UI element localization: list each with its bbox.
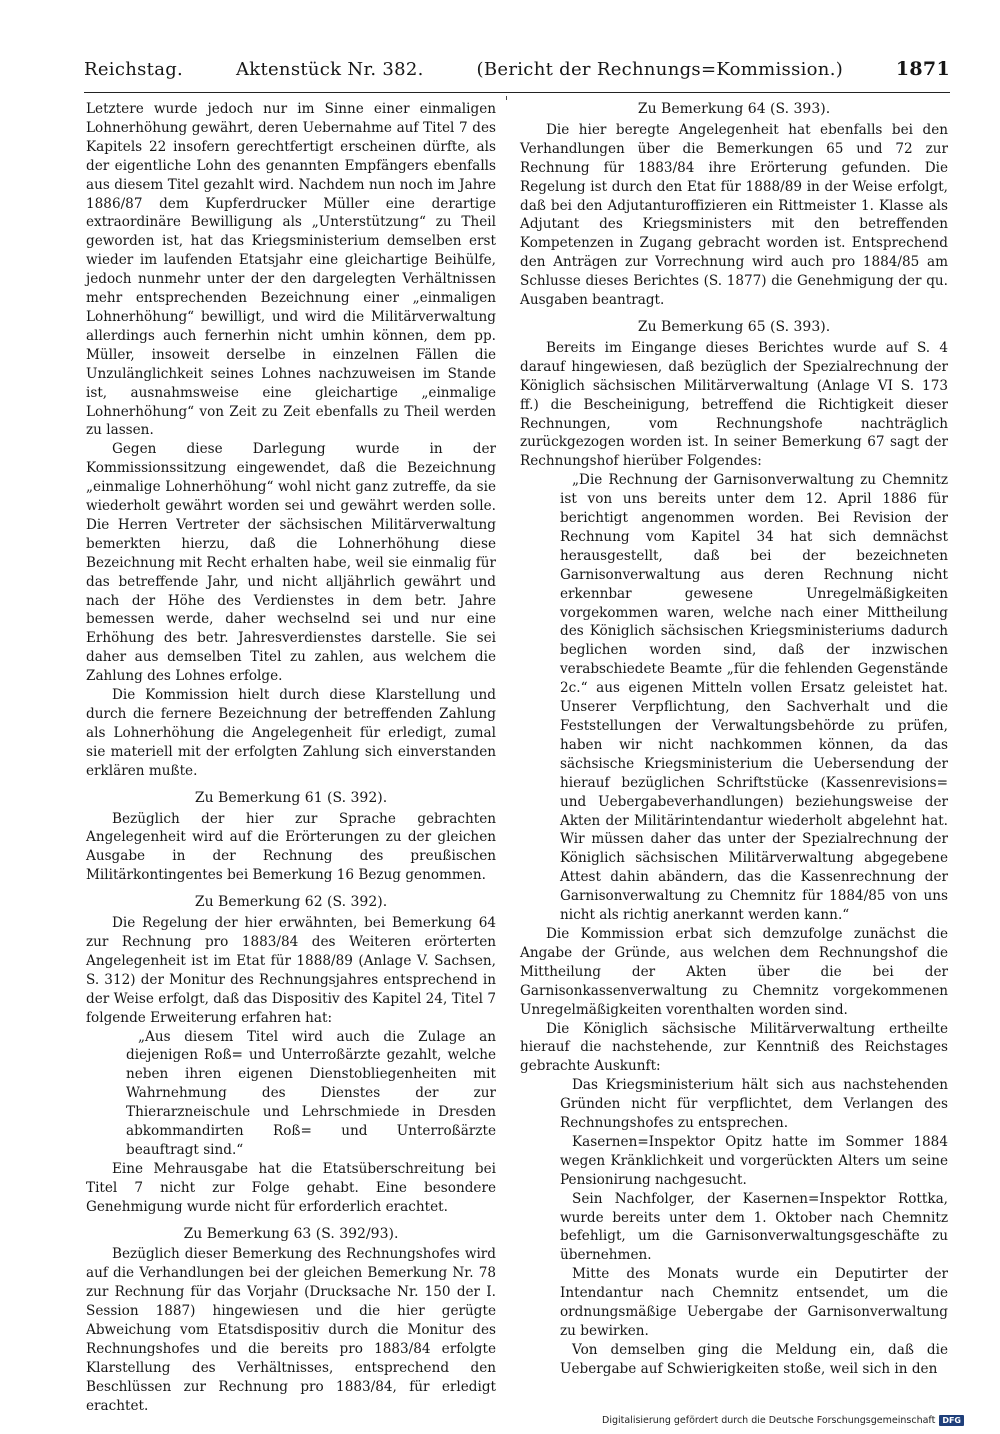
footer-text: Digitalisierung gefördert durch die Deutsche Forschungsgemeinschaft [602,1414,936,1426]
header-rule [84,92,950,93]
header-left: Reichstag. [84,59,184,80]
paragraph: Gegen diese Darlegung wurde in der Kommissionssitzung eingewendet, daß die Bezeichnung „einmalige Lohnerhöhung“ wohl nicht ganz zutreffe, da sie wiederholt gewährt worden sei und gewährt werden solle. Die Herren Vertreter der sächsischen Militärverwaltung bemerkten hierzu, daß die Lohnerhöhung diese Bezeichnung mit Recht erhalten habe, weil sie einmalig für das betreffende Jahr, und nicht alljährlich gewährt und nach der Höhe des Verdienstes in dem betr. Jahre bemessen werde, daher wechselnd sei und nur eine Erhöhung des betr. Jahresverdienstes darstelle. Sie sei daher aus demselben Titel zu zahlen, aus welchem die Zahlung des Lohnes erfolge. [86,441,496,685]
page-header [84,58,950,90]
paragraph: Die Kommission erbat sich demzufolge zunächst die Angabe der Gründe, aus welchen dem Rechnungshof die Mittheilung der Akten über die bei der Garnisonkassenverwaltung zu Chemnitz vorgekommenen Unregelmäßigkeiten vorenthalten worden sind. [520,925,948,1018]
right-column [520,100,948,1379]
paragraph: Letztere wurde jedoch nur im Sinne einer einmaligen Lohnerhöhung gewährt, deren Uebernahme auf Titel 7 des Kapitels 22 insofern gerechtfertigt erscheinen dürfte, als der eigentliche Lohn des genannten Empfängers ebenfalls aus diesem Titel gezahlt wird. Nachdem nun noch im Jahre 1886/87 dem Kupferdrucker Müller eine derartige extraordinäre Bewilligung als „Unterstützung“ zu Theil geworden ist, hat das Kriegsministerium demselben erst wieder im laufenden Etatsjahr eine gleichartige Beihülfe, jedoch nunmehr unter der den dargelegten Verhältnissen mehr entsprechenden Bezeichnung einer „einmaligen Lohnerhöhung“ bewilligt, und wird die Militärverwaltung allerdings auch fernerhin nicht umhin können, dem pp. Müller, insoweit derselbe in einzelnen Fällen die Unzulänglichkeit seines Lohnes nachzuweisen im Stande ist, ausnahmsweise eine gleichartige „einmalige Lohnerhöhung“ von Zeit zu Zeit ebenfalls zu Theil werden zu lassen. [86,101,496,439]
block-quote: Mitte des Monats wurde ein Deputirter der Intendantur nach Chemnitz entsendet, um die ordnungsmäßige Uebergabe der Garnisonverwaltung zu bewirken. [560,1266,948,1339]
paragraph: Bezüglich der hier zur Sprache gebrachten Angelegenheit wird auf die Erörterungen zu der gleichen Ausgabe in der Rechnung des preußischen Militärkontingentes bei Bemerkung 16 Bezug genommen. [86,810,496,884]
section-heading-64: Zu Bemerkung 64 (S. 393). [637,101,831,117]
block-quote: „Die Rechnung der Garnisonverwaltung zu Chemnitz ist von uns bereits unter dem 12. April 1886 für berichtigt angenommen worden. Bei Revision der Rechnung vom Kapitel 34 hat sich demnächst herausgestellt, daß bei der bezeichneten Garnisonverwaltung aus deren Rechnung nicht erkennbar gewesene Unregelmäßigkeiten vorgekommen waren, welche nach einer Mittheilung des Königlich sächsischen Kriegsministeriums dadurch beglichen worden sind, daß der inzwischen verabschiedete Beamte „für die fehlenden Gegenstände 2c.“ aus eigenen Mitteln vollen Ersatz geleistet hat. Unserer Verpflichtung, den Sachverhalt und die Feststellungen der Verwaltungsbehörde zu prüfen, haben wir nicht nachkommen können, da das sächsische Kriegsministerium die Uebersendung der hierauf bezüglichen Schriftstücke (Kassenrevisions= und Uebergabeverhandlungen) beziehungsweise der Akten der Militärintendantur wiederholt abgelehnt hat. Wir müssen daher das unter der Spezialrechnung der Königlich sächsischen Militärverwaltung abgegebene Attest dahin abändern, das die Kassenrechnung der Garnisonverwaltung zu Chemnitz für 1884/85 von uns nicht als richtig anerkannt werden kann.“ [560,472,948,924]
paragraph: Bereits im Eingange dieses Berichtes wurde auf S. 4 darauf hingewiesen, daß bezüglich der Spezialrechnung der Königlich sächsischen Militärverwaltung (Anlage VI S. 173 ff.) die Bescheinigung, betreffend die Richtigkeit dieser Rechnungen, vom Rechnungshofe nachträglich zurückgezogen worden ist. In seiner Bemerkung 67 sagt der Rechnungshof hierüber Folgendes: [520,339,948,470]
section-heading-62: Zu Bemerkung 62 (S. 392). [194,894,388,911]
block-quote: Sein Nachfolger, der Kasernen=Inspektor Rottka, wurde bereits unter dem 1. Oktober nach Chemnitz befehligt, um die Garnisonverwaltungsgeschäfte zu übernehmen. [560,1190,948,1264]
left-column [86,100,496,1416]
paragraph: Bezüglich dieser Bemerkung des Rechnungshofes wird auf die Verhandlungen bei der gleichen Bemerkung Nr. 78 zur Rechnung für das Vorjahr (Drucksache Nr. 150 der I. Session 1887) hingewiesen und die hier gerügte Abweichung vom Etatsdispositiv durch die Monitur des Rechnungshofes und die bereits pro 1883/84 erfolgte Klarstellung des Verhältnisses, entsprechend den Beschlüssen zur Rechnung pro 1883/84, für erledigt erachtet. [86,1246,496,1414]
column-divider [506,96,507,100]
section-heading-63: Zu Bemerkung 63 (S. 392/93). [183,1225,399,1242]
block-quote: „Aus diesem Titel wird auch die Zulage an diejenigen Roß= und Unterroßärzte gezahlt, welche neben ihren eigenen Dienstobliegenheiten mit Wahrnehmung des Dienstes der zur Thierarzneischule und Lehrschmiede in Dresden abkommandirten Roß= und Unterroßärzte beauftragt sind.“ [126,1028,496,1158]
block-quote: Kasernen=Inspektor Opitz hatte im Sommer 1884 wegen Kränklichkeit und vorgerückten Alters um seine Pensionirung nachgesucht. [560,1133,948,1188]
paragraph: Die hier beregte Angelegenheit hat ebenfalls bei den Verhandlungen über die Bemerkungen 65 und 72 zur Rechnung für 1883/84 ihre Erörterung gefunden. Die Regelung ist durch den Etat für 1888/89 in der Weise erfolgt, daß bei den Adjutanturoffizieren ein Rittmeister 1. Klasse als Adjutant des Kriegsministers mit den betreffenden Kompetenzen in Zugang gebracht worden ist. Entsprechend den Anträgen zur Vorrechnung wird auch pro 1884/85 am Schlusse dieses Berichtes (S. 1877) die Genehmigung der qu. Ausgaben beantragt. [520,121,948,309]
paragraph: Eine Mehrausgabe hat die Etatsüberschreitung bei Titel 7 nicht zur Folge gehabt. Eine besondere Genehmigung wurde nicht für erforderlich erachtet. [86,1160,496,1215]
paragraph: Die Kommission hielt durch diese Klarstellung und durch die fernere Bezeichnung der betreffenden Zahlung als Lohnerhöhung die Angelegenheit für erledigt, zumal sie materiell mit der erfolgten Zahlung sich einverstanden erklären mußte. [86,687,496,779]
dfg-logo-icon: DFG [939,1415,964,1426]
header-document-number: Aktenstück Nr. 382. [235,59,424,80]
header-report-title: (Bericht der Rechnungs=Kommission.) [476,59,844,80]
paragraph: Die Regelung der hier erwähnten, bei Bemerkung 64 zur Rechnung pro 1883/84 des Weiteren erörterten Angelegenheit ist im Etat für 1888/89 (Anlage V. Sachsen, S. 312) der Monitur des Rechnungsjahres entsprechend in der Weise erfolgt, daß das Dispositiv des Kapitel 24, Titel 7 folgende Erweiterung erfahren hat: [86,915,496,1026]
block-quote: Das Kriegsministerium hält sich aus nachstehenden Gründen nicht für verpflichtet, dem Verlangen des Rechnungshofes zu entsprechen. [560,1077,948,1132]
section-heading-61: Zu Bemerkung 61 (S. 392). [194,789,388,806]
digitization-credit [602,1413,964,1427]
block-quote: Von demselben ging die Meldung ein, daß die Uebergabe auf Schwierigkeiten stoße, weil sich in den [560,1341,948,1377]
paragraph: Die Königlich sächsische Militärverwaltung ertheilte hierauf die nachstehende, zur Kenntniß des Reichstages gebrachte Auskunft: [520,1020,948,1075]
page-number: 1871 [895,58,950,80]
section-heading-65: Zu Bemerkung 65 (S. 393). [637,318,831,335]
